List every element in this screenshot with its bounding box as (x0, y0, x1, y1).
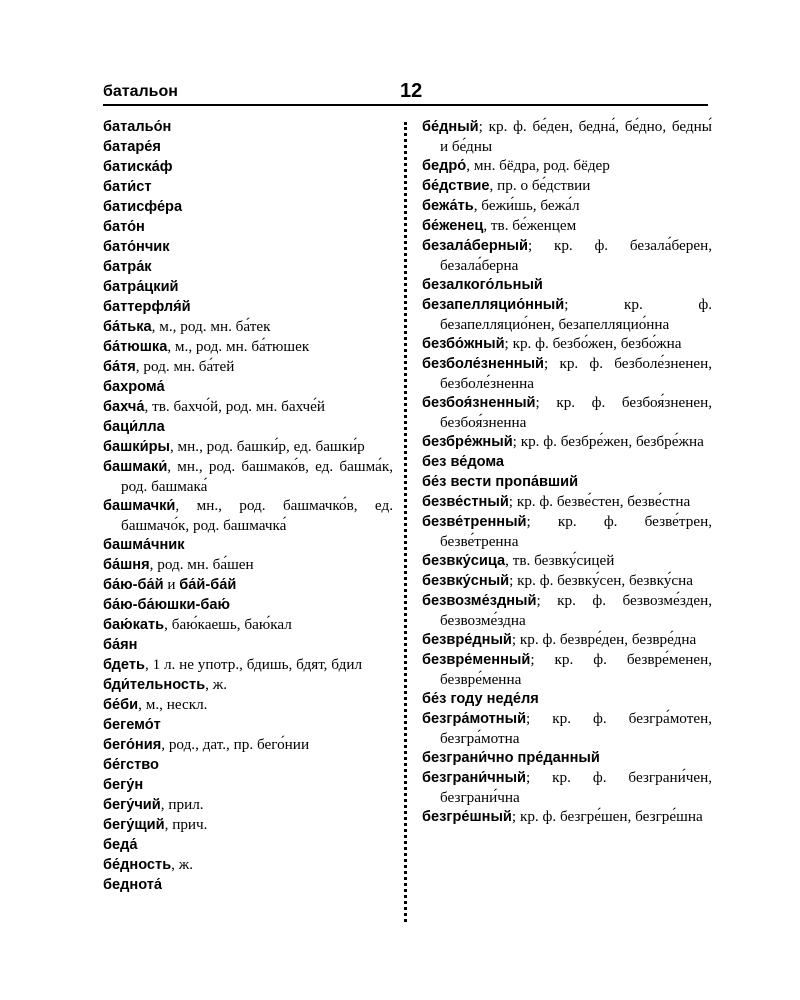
headword: бего́ния (103, 737, 162, 753)
headword: безгре́шный (422, 809, 512, 825)
dictionary-entry (103, 815, 393, 835)
dictionary-entry (422, 176, 712, 196)
entry-remark: ; кр. ф. безграни́чен, безграни́чна (440, 769, 712, 806)
entry-remark: ; кр. ф. безболе́зненен, безболе́зненна (440, 355, 712, 392)
dictionary-entry (103, 437, 393, 457)
running-head: батальон (103, 83, 178, 100)
headword: бе́дствие (422, 178, 490, 194)
entry-remark: , тв. бахчо́й, род. мн. бахче́й (144, 398, 325, 415)
dictionary-entry (422, 295, 712, 334)
dictionary-entry (422, 393, 712, 432)
headword: безболе́зненный (422, 356, 545, 372)
entry-remark: , род. мн. ба́тей (135, 358, 235, 375)
entry-remark: , мн., род. башки́р, ед. башки́р (169, 438, 365, 455)
headword: батальо́н (103, 119, 172, 135)
headword: безвку́сица (422, 553, 506, 569)
left-column (103, 117, 393, 895)
headword: бегу́чий (103, 797, 161, 813)
dictionary-entry (422, 275, 712, 295)
dictionary-entry (422, 196, 712, 216)
dictionary-entry (103, 775, 393, 795)
entry-remark: , ж. (205, 676, 228, 693)
entry-remark: ; кр. ф. безбо́жен, безбо́жна (504, 335, 682, 352)
headword: безбоя́зненный (422, 395, 536, 411)
headword: ба́тя (103, 359, 136, 375)
headword: бедро́ (422, 158, 467, 174)
headword: беднота́ (103, 877, 163, 893)
dictionary-entry (103, 655, 393, 675)
dictionary-entry (103, 217, 393, 237)
dictionary-entry (103, 735, 393, 755)
dictionary-entry (422, 117, 712, 156)
dictionary-entry (422, 236, 712, 275)
dictionary-entry (103, 397, 393, 417)
headword: бегу́щий (103, 817, 165, 833)
dictionary-entry (103, 137, 393, 157)
dictionary-entry (103, 237, 393, 257)
dictionary-entry (422, 432, 712, 452)
entry-remark: ; кр. ф. безвре́менен, безвре́менна (440, 651, 712, 688)
entry-remark: , бежи́шь, бежа́л (473, 197, 580, 214)
entry-remark: ; кр. ф. безапелляцио́нен, безапелляцио́нна (440, 296, 712, 333)
headword: батисфе́ра (103, 199, 183, 215)
dictionary-entry (422, 156, 712, 176)
headword: ба́тька (103, 319, 152, 335)
dictionary-entry (103, 555, 393, 575)
headword: безвре́менный (422, 652, 531, 668)
dictionary-entry (103, 117, 393, 137)
dictionary-entry (422, 571, 712, 591)
headword: батаре́я (103, 139, 161, 155)
headword: безбо́жный (422, 336, 505, 352)
entry-remark: ; кр. ф. безбре́жен, безбре́жна (512, 433, 704, 450)
headword: башмаки́ (103, 459, 168, 475)
headword: бдеть (103, 657, 145, 673)
dictionary-entry (103, 695, 393, 715)
dictionary-entry (103, 795, 393, 815)
dictionary-entry (103, 675, 393, 695)
headword: бе́дность (103, 857, 172, 873)
headword: бе́дный (422, 119, 479, 135)
entry-remark: , мн., род. башмако́в, ед. башма́к, род. башмака́ (121, 458, 393, 495)
headword: бе́гство (103, 757, 159, 773)
entry-remark: , баю́каешь, баю́кал (164, 616, 292, 633)
dictionary-entry (103, 635, 393, 655)
headword: бди́тельность (103, 677, 206, 693)
headword: безала́берный (422, 238, 528, 254)
headword: бато́н (103, 219, 145, 235)
entry-remark: , 1 л. не употр., бдишь, бдят, бдил (144, 656, 363, 673)
dictionary-entry (103, 277, 393, 297)
dictionary-entry (103, 755, 393, 775)
headword: безве́тренный (422, 514, 527, 530)
dictionary-entry (422, 551, 712, 571)
entry-remark: ; кр. ф. безвозме́здeн, безвозме́здна (440, 592, 712, 629)
headword: безбре́жный (422, 434, 513, 450)
dictionary-entry (103, 297, 393, 317)
entry-remark: ; кр. ф. безве́стен, безве́стна (508, 493, 691, 510)
dictionary-entry (422, 452, 712, 472)
entry-remark: , прил. (160, 796, 204, 813)
dictionary-entry (422, 748, 712, 768)
headword: без ве́дома (422, 454, 505, 470)
entry-remark: ; кр. ф. безгре́шен, безгре́шна (511, 808, 703, 825)
headword: батра́цкий (103, 279, 179, 295)
dictionary-entry (422, 472, 712, 492)
dictionary-entry (103, 317, 393, 337)
entry-remark: ; кр. ф. безвку́сен, безвку́сна (509, 572, 693, 589)
dictionary-entry (422, 354, 712, 393)
entry-remark: , м., нескл. (138, 696, 208, 713)
headword: бахча́ (103, 399, 145, 415)
entry-remark: , мн., род. башмачко́в, ед. башмачо́к, род. башмачка́ (121, 497, 393, 534)
dictionary-entry (422, 709, 712, 748)
headword: бежа́ть (422, 198, 474, 214)
dictionary-entry (103, 417, 393, 437)
dictionary-entry (103, 855, 393, 875)
page-header (103, 82, 708, 106)
entry-remark: , род., дат., пр. бего́нии (161, 736, 310, 753)
dictionary-entry (422, 492, 712, 512)
entry-remark: , род. мн. ба́шен (149, 556, 254, 573)
entry-remark: , м., род. мн. ба́тек (151, 318, 271, 335)
entry-remark: , тв. безвку́сицей (505, 552, 615, 569)
headword: бахрома́ (103, 379, 165, 395)
dictionary-entry (103, 875, 393, 895)
headword: башки́ры (103, 439, 170, 455)
headword: бе́з вести пропа́вший (422, 474, 579, 490)
entry-remark: ; кр. ф. безгра́мотен, безгра́мотна (440, 710, 712, 747)
dictionary-entry (422, 689, 712, 709)
dictionary-entry (422, 591, 712, 630)
entry-remark: ; кр. ф. безала́берен, безала́берна (440, 237, 712, 274)
headword: безалкого́льный (422, 277, 543, 293)
headword: бе́би (103, 697, 139, 713)
headword: безвре́дный (422, 632, 512, 648)
entry-remark: , тв. бе́женцем (483, 217, 577, 234)
headword: безгра́мотный (422, 711, 527, 727)
headword: бегу́н (103, 777, 144, 793)
right-column (422, 117, 712, 827)
entry-remark: , мн. бёдра, род. бёдер (466, 157, 610, 174)
dictionary-entry (103, 595, 393, 615)
headword: баттерфля́й (103, 299, 191, 315)
page-number: 12 (400, 80, 423, 102)
dictionary-entry (103, 377, 393, 397)
headword-variant: ба́й-ба́й (179, 577, 237, 593)
dictionary-entry (422, 216, 712, 236)
entry-remark: ; кр. ф. безве́трен, безве́тренна (440, 513, 712, 550)
dictionary-entry (422, 650, 712, 689)
dictionary-entry (103, 615, 393, 635)
column-separator (404, 122, 407, 922)
entry-remark: , прич. (164, 816, 208, 833)
headword: бато́нчик (103, 239, 170, 255)
dictionary-entry (422, 768, 712, 807)
headword: бати́ст (103, 179, 152, 195)
headword: безве́стный (422, 494, 509, 510)
headword: баци́лла (103, 419, 165, 435)
headword: безвозме́здный (422, 593, 537, 609)
dictionary-entry (422, 630, 712, 650)
entry-remark: , м., род. мн. ба́тюшек (167, 338, 310, 355)
dictionary-entry (103, 157, 393, 177)
dictionary-entry (103, 337, 393, 357)
headword: бе́з году неде́ля (422, 691, 539, 707)
headword: ба́тюшка (103, 339, 168, 355)
dictionary-entry (422, 334, 712, 354)
headword: баю́кать (103, 617, 165, 633)
headword: ба́ян (103, 637, 138, 653)
entry-remark: , ж. (171, 856, 194, 873)
dictionary-entry (103, 257, 393, 277)
entry-remark: , пр. о бе́дствии (489, 177, 591, 194)
dictionary-entry (103, 575, 393, 595)
dictionary-entry (103, 835, 393, 855)
headword: ба́шня (103, 557, 150, 573)
entry-remark: ; кр. ф. бе́ден, бедна́, бе́дно, бедны́ и бе́дны (440, 118, 712, 155)
headword: бе́женец (422, 218, 484, 234)
dictionary-entry (103, 535, 393, 555)
dictionary-entry (103, 496, 393, 535)
headword: батра́к (103, 259, 152, 275)
dictionary-entry (103, 177, 393, 197)
headword: башма́чник (103, 537, 185, 553)
headword: безграни́чно пре́данный (422, 750, 600, 766)
headword: ба́ю-ба́й (103, 577, 164, 593)
headword: безвку́сный (422, 573, 510, 589)
headword: безграни́чный (422, 770, 527, 786)
dictionary-entry (422, 512, 712, 551)
dictionary-entry (103, 197, 393, 217)
dictionary-entry (103, 357, 393, 377)
headword: бегемо́т (103, 717, 161, 733)
headword: башмачки́ (103, 498, 176, 514)
dictionary-entry (103, 457, 393, 496)
dictionary-entry (422, 807, 712, 827)
entry-remark: ; кр. ф. безбоя́зненен, безбоя́зненна (440, 394, 712, 431)
headword: батиска́ф (103, 159, 173, 175)
entry-remark: и (163, 576, 180, 593)
dictionary-entry (103, 715, 393, 735)
headword: безапелляцио́нный (422, 297, 565, 313)
entry-remark: ; кр. ф. безвре́ден, безвре́дна (511, 631, 697, 648)
headword: ба́ю-ба́юшки-баю́ (103, 597, 230, 613)
headword: беда́ (103, 837, 138, 853)
